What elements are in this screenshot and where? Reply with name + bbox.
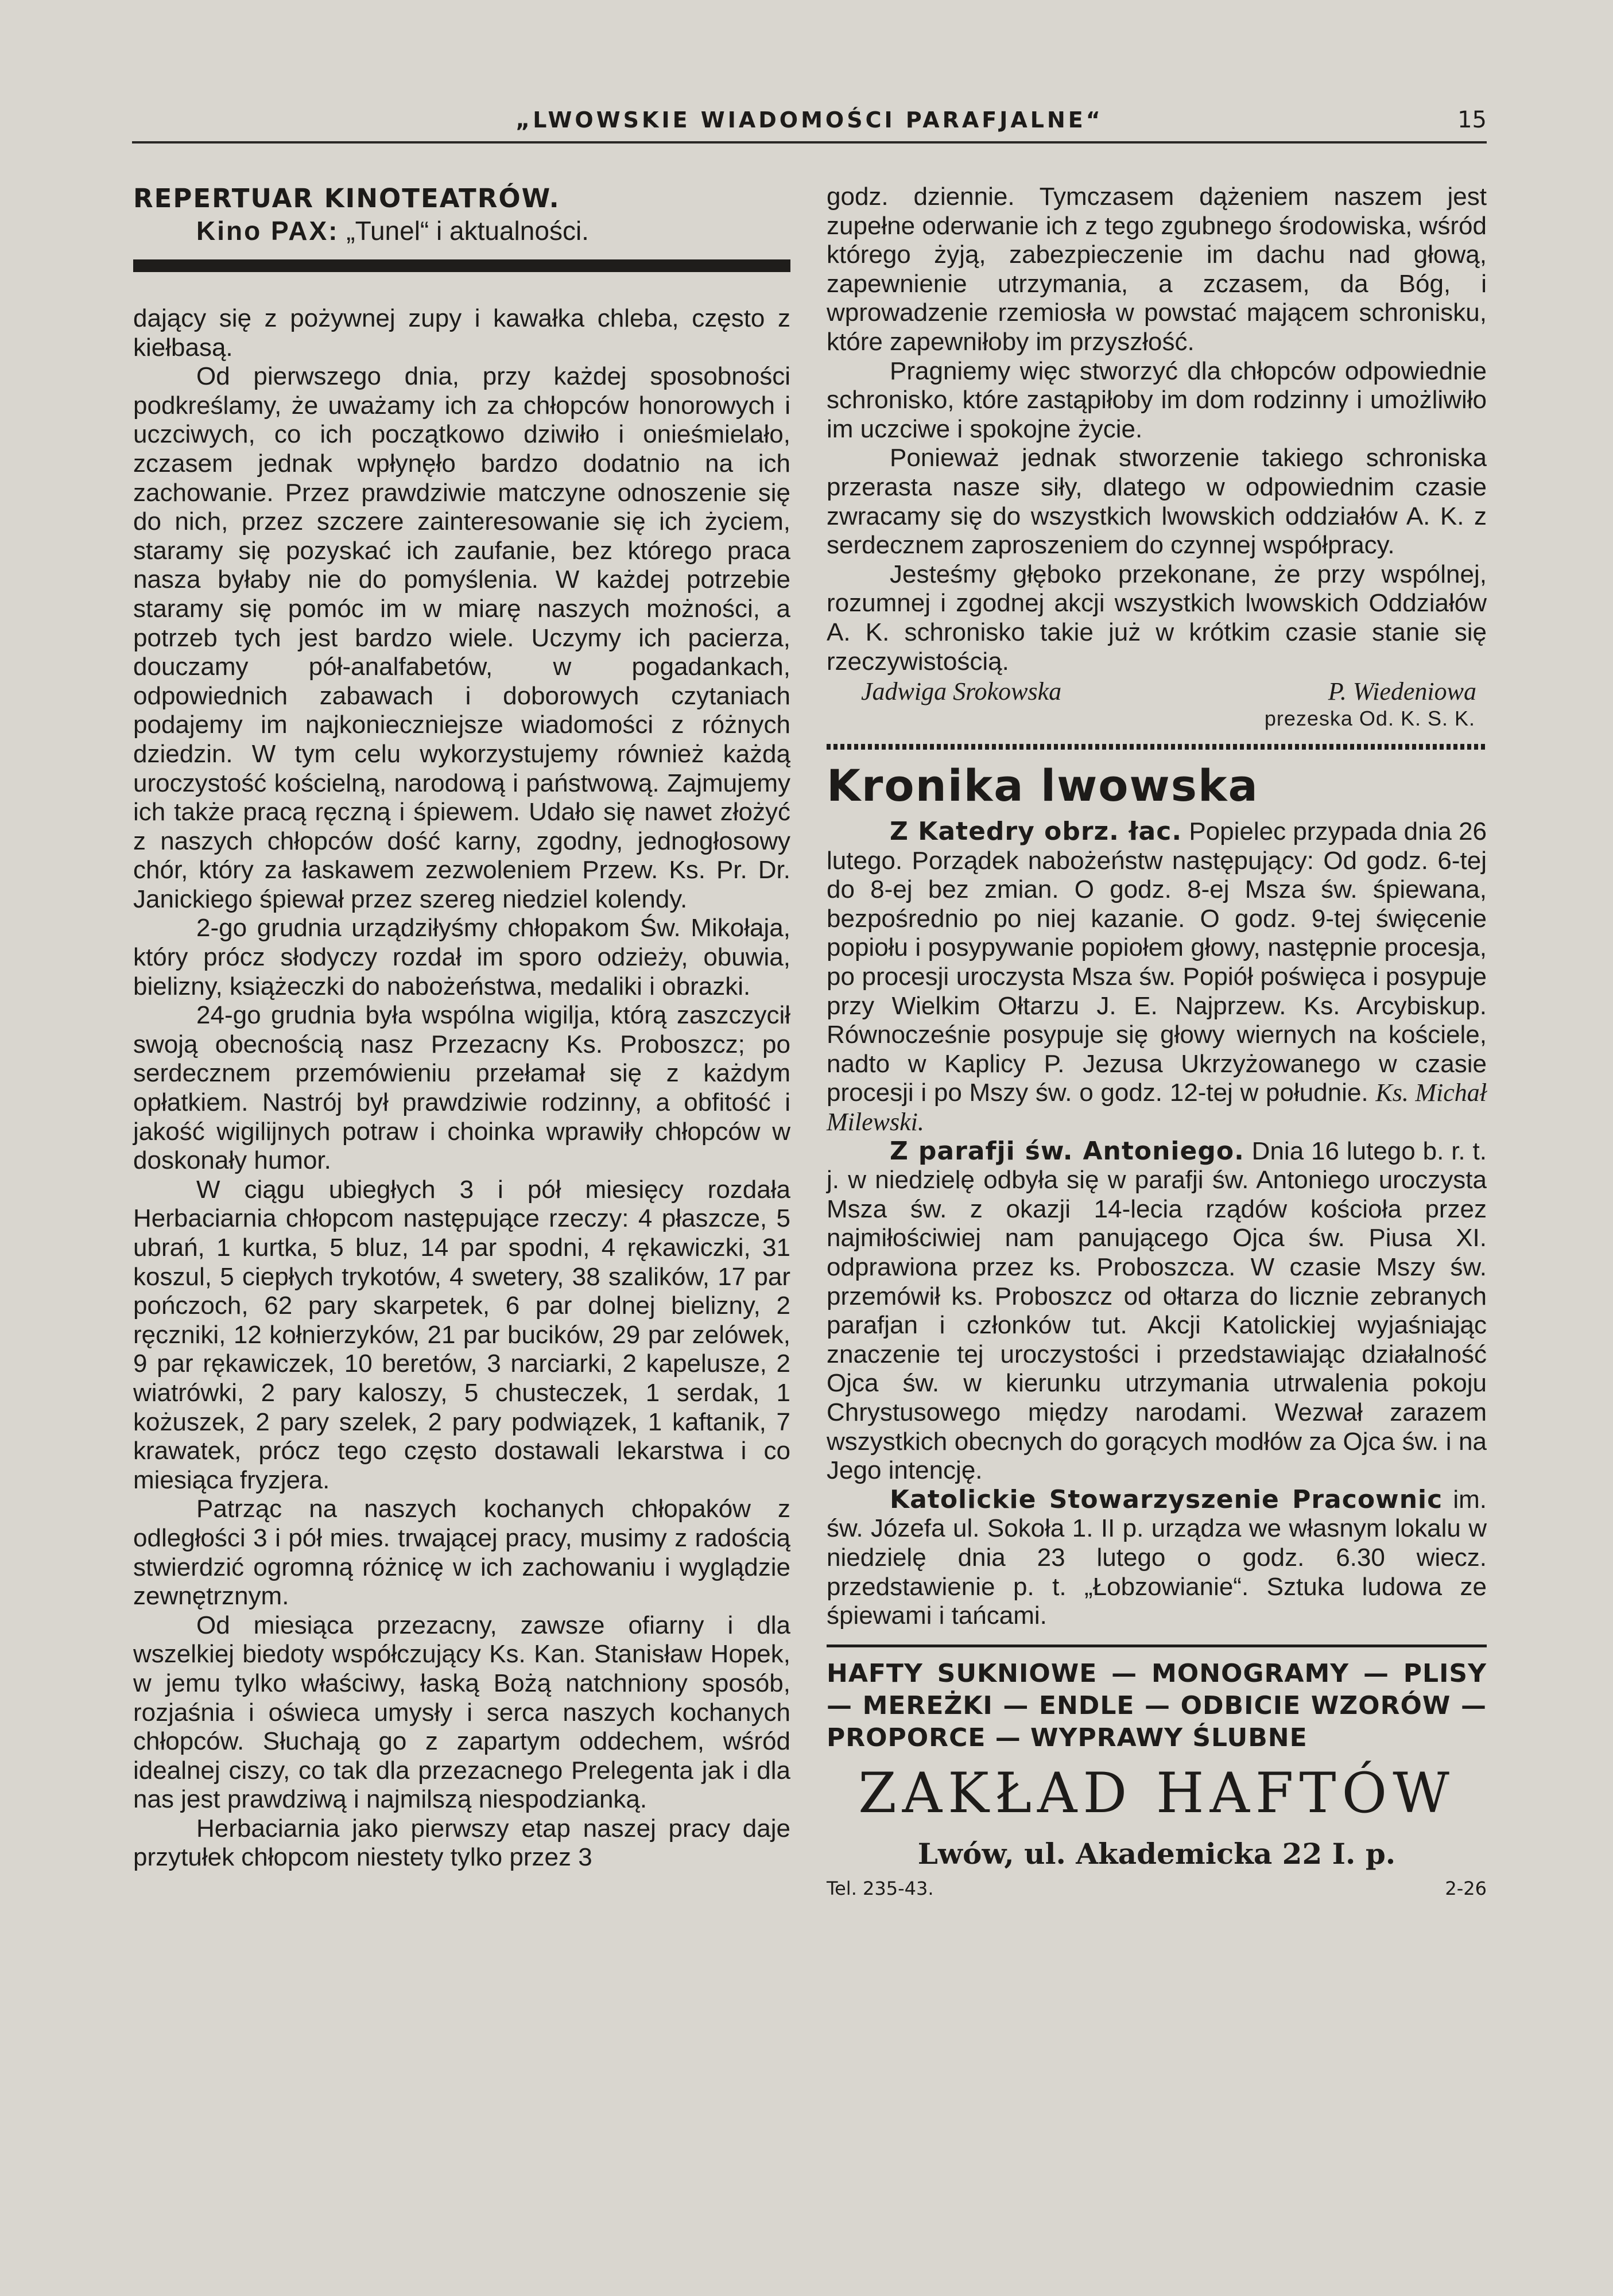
chronicle-item-title: Z Katedry obrz. łac. xyxy=(890,817,1182,847)
ad-code: 2-26 xyxy=(1445,1877,1487,1899)
chronicle-item xyxy=(827,1486,1487,1631)
article-paragraph: Patrząc na naszych kochanych chłopaków z odległości 3 i pół mies. trwającej pracy, musimy z radością stwierdzić ogromną różnicę w ich zachowaniu i wyglądzie zewnętrznym. xyxy=(133,1495,790,1611)
article-paragraph: 2-go grudnia urządziłyśmy chłopakom Św. Mikołaja, który prócz słodyczy rozdał im sporo odzieży, obuwia, bielizny, książeczki do nabożeństwa, medaliki i obrazki. xyxy=(133,914,790,1000)
ad-business-name: ZAKŁAD HAFTÓW xyxy=(858,1760,1455,1825)
ad-footer xyxy=(827,1876,1487,1901)
article-paragraph: Od pierwszego dnia, przy każdej sposobności podkreślamy, że uważamy ich za chłopców honorowych i uczciwych, co ich początkowo dziwiło i onieśmielało, zczasem jednak wpłynęło bardzo dodatnio na ich zachowanie. Przez prawdziwie matczyne odnoszenie się do nich, przez szczere zainteresowanie się ich życiem, staramy się pozyskać ich zaufanie, bez którego praca nasza byłaby nie do pomyślenia. W każdej potrzebie staramy się pomóc im w miarę naszych możności, a potrzeb tych jest bardzo wiele. Uczymy ich pacierza, douczamy pół-analfabetów, w pogadankach, odpowiednich zabawach i doborowych czytaniach podajemy im najkonieczniejsze wiadomości z różnych dziedzin. W tym celu wykorzystujemy również każdą uroczystość kościelną, narodową i państwową. Zajmujemy ich także pracą ręczną i śpiewem. Udało się nawet złożyć z naszych chłopców dość karny, zgodny, jednogłosowy chór, który za łaskawem zezwoleniem Przew. Ks. Pr. Dr. Janickiego śpiewał przez szereg niedziel kolendy. xyxy=(133,362,790,913)
article-paragraph: Pragniemy więc stworzyć dla chłopców odpowiednie schronisko, które zastąpiłoby im dom rodzinny i umożliwiło im uczciwe i spokojne życie. xyxy=(827,356,1487,443)
repertoire-title: REPERTUAR KINOTEATRÓW. xyxy=(133,183,560,214)
signature-srokowska: Jadwiga Srokowska xyxy=(861,677,1062,706)
chronicle-heading: Kronika lwowska xyxy=(827,760,1259,812)
chronicle-item xyxy=(827,817,1487,1137)
article-paragraph: Herbaciarnia jako pierwszy etap naszej pracy daje przytułek chłopcom niestety tylko przez 3 xyxy=(133,1814,790,1872)
article-paragraph: 24-go grudnia była wspólna wigilja, którą zaszczycił swoją obecnością nasz Przezacny Ks. Proboszcz; po serdecznem przemówieniu przełamał się z każdym opłatkiem. Nastrój był prawdziwie rodzinny, a obfitość i jakość wigilijnych potraw i choinka wprawiły chłopców w doskonały humor. xyxy=(133,1001,790,1175)
section-divider xyxy=(827,744,1487,750)
left-column xyxy=(133,183,790,1872)
chronicle-item-text: Dnia 16 lutego b. r. t. j. w niedzielę odbyła się w parafji św. Antoniego uroczysta Msza św. z okazji 14-lecia rządów kościoła przez najmiłościwiej nam panującego Ojca św. Piusa XI. odprawiona przez ks. Proboszcza. W czasie Mszy św. przemówił ks. Proboszcz od ołtarza do licznie zebranych parafjan i członków tut. Akcji Katolickiej wyjaśniając znaczenie tej uroczystości i przedstawiając działalność Ojca św. w kierunku utrzymania utrwalenia pokoju Chrystusowego między narodami. Wezwał zarazem wszystkich obecnych do gorących modłów za Ojca św. i na Jego intencję. xyxy=(827,1137,1487,1485)
signature-wiedeniowa: P. Wiedeniowa xyxy=(1328,677,1476,706)
page-header xyxy=(132,106,1487,144)
right-column xyxy=(827,183,1487,1901)
page-number: 15 xyxy=(1457,107,1487,133)
embroidery-advertisement xyxy=(827,1645,1487,1901)
article-paragraph: godz. dziennie. Tymczasem dążeniem naszem jest zupełne oderwanie ich z tego zgubnego środowiska, wśród którego żyją, zabezpieczenie im dachu nad głową, zapewnienie utrzymania, a zczasem, da Bóg, i wprowadzenie rzemiosła w powstać mającem schronisku, które zapewniłoby im przyszłość. xyxy=(827,183,1487,356)
ad-phone: Tel. 235-43. xyxy=(827,1877,934,1899)
article-paragraph: Ponieważ jednak stworzenie takiego schroniska przerasta nasze siły, dlatego w odpowiednim czasie zwracamy się do wszystkich lwowskich oddziałów A. K. z serdecznem zaproszeniem do czynnej współpracy. xyxy=(827,444,1487,560)
article-signatures xyxy=(827,677,1487,706)
article-paragraph: dający się z pożywnej zupy i kawałka chleba, często z kiełbasą. xyxy=(133,304,790,362)
section-divider xyxy=(133,259,790,272)
article-paragraph: Jesteśmy głęboko przekonane, że przy wspólnej, rozumnej i zgodnej akcji wszystkich lwowskich Oddziałów A. K. schronisko takie już w krótkim czasie stanie się rzeczywistością. xyxy=(827,560,1487,676)
chronicle-item-title: Z parafji św. Antoniego. xyxy=(890,1136,1244,1166)
chronicle-item-signature: Ks. Michał Milewski. xyxy=(827,1079,1487,1137)
ad-address: Lwów, ul. Akademicka 22 I. p. xyxy=(917,1836,1396,1871)
periodical-title: „LWOWSKIE WIADOMOŚCI PARAFJALNE“ xyxy=(515,107,1103,133)
cinema-name: Kino PAX: xyxy=(196,216,339,246)
chronicle-item-title: Katolickie Stowarzyszenie Pracownic xyxy=(890,1484,1443,1514)
cinema-listing xyxy=(133,215,790,247)
chronicle-item xyxy=(827,1137,1487,1486)
chronicle-item-text: Popielec przypada dnia 26 lutego. Porządek nabożeństw następujący: Od godz. 6-tej do 8-ej bez zmian. O godz. 8-ej Msza św. śpiewana, bezpośrednio po niej kazanie. O godz. 9-tej święcenie popiołu i posypywanie popiołem głowy, następnie procesja, po procesji uroczysta Msza św. Popiół poświęca i posypuje przy Wielkim Ołtarzu J. E. Najprzew. Ks. Arcybiskup. Równocześnie posypuje się głowy wiernych na kościele, nadto w Kaplicy P. Jezusa Ukrzyżowanego w czasie procesji i po Mszy św. o godz. 12-tej w południe. xyxy=(827,817,1487,1107)
cinema-program: „Tunel“ i aktualności. xyxy=(346,216,589,246)
signature-caption: prezeska Od. K. S. K. xyxy=(1264,707,1475,731)
chronicle-item-text: im. św. Józefa ul. Sokoła 1. II p. urządza we własnym lokalu w niedzielę dnia 23 lutego o godz. 6.30 wiecz. przedstawienie p. t. „Łobzowianie“. Sztuka ludowa ze śpiewami i tańcami. xyxy=(827,1485,1487,1630)
ad-services: HAFTY SUKNIOWE — MONOGRAMY — PLISY — MEREŻKI — ENDLE — ODBICIE WZORÓW — PROPORCE — WYPRAWY ŚLUBNE xyxy=(827,1658,1487,1752)
article-paragraph: W ciągu ubiegłych 3 i pół miesięcy rozdała Herbaciarnia chłopcom następujące rzeczy: 4 płaszcze, 5 ubrań, 1 kurtka, 5 bluz, 14 par spodni, 4 rękawiczki, 31 koszul, 5 ciepłych trykotów, 4 swetery, 38 szalików, 17 par pończoch, 62 pary skarpetek, 6 par dolnej bielizny, 2 ręczniki, 12 kołnierzyków, 21 par bucików, 29 par zelówek, 9 par rękawiczek, 10 beretów, 3 narciarki, 2 kapelusze, 2 wiatrówki, 2 pary kaloszy, 5 chusteczek, 1 serdak, 1 kożuszek, 2 pary szelek, 2 pary podwiązek, 1 kaftanik, 7 krawatek, prócz tego często dostawali lekarstwa i co miesiąca fryzjera. xyxy=(133,1175,790,1494)
article-paragraph: Od miesiąca przezacny, zawsze ofiarny i dla wszelkiej biedoty współczujący Ks. Kan. Stanisław Hopek, w jemu tylko właściwy, łaską Bożą natchniony sposób, rozjaśnia i oświeca umysły i serca naszych kochanych chłopców. Słuchają go z zapartym oddechem, wśród idealnej ciszy, co tak dla przezacnego Prelegenta jak i dla nas jest prawdziwą i najmilszą niespodzianką. xyxy=(133,1611,790,1814)
